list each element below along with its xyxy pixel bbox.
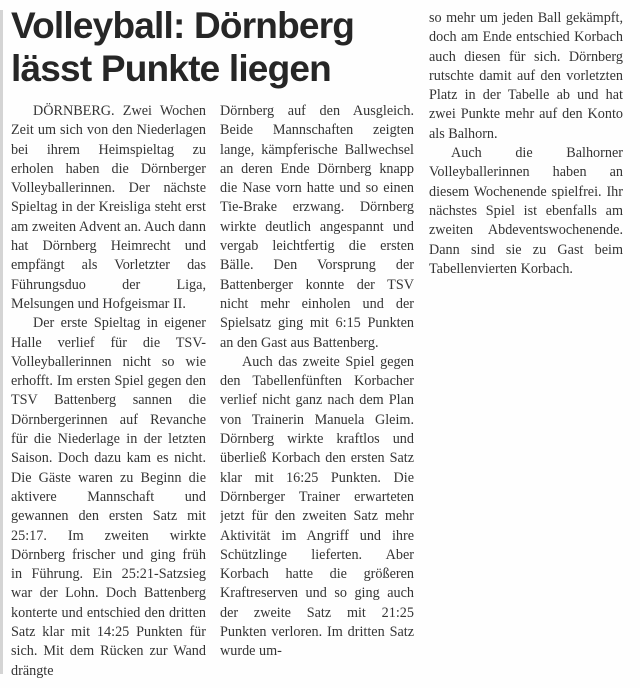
paragraph: Der erste Spieltag in eigener Halle verlief für die TSV-Volleyballerinnen nicht so wie erhofft. Im ersten Spiel gegen den TSV Battenberg sannen die Dörnbergerinnen auf Revanche für die Niederlage in der letzten Saison. Doch dazu kam es nicht. Die Gäste waren zu Beginn die aktivere Mannschaft und gewannen den ersten Satz mit 25:17. Im zweiten wirkte Dörnberg frischer und ging früh in Führung. Ein 25:21-Satzsieg war der Lohn. Doch Battenberg konterte und entschied den dritten Satz klar mit 14:25 Punkten für sich. Mit dem Rücken zur Wand drängte	[11, 315, 206, 679]
text-column-1	[11, 102, 206, 688]
paragraph: Auch die Balhorner Volleyballerinnen haben an diesem Wochenende spielfrei. Ihr nächstes Spiel ist ebenfalls am zweiten Abdeventswochenende. Dann sind sie zu Gast beim Tabellenvierten Korbach.	[429, 145, 623, 277]
paragraph-continuation: Dörnberg auf den Ausgleich. Beide Mannschaften zeigten lange, kämpferische Ballwechsel an deren Ende Dörnberg knapp die Nase vorn hatte und so einen Tie-Brake erzwang. Dörnberg wirkte deutlich angespannt und vergab leichtfertig die ersten Bälle. Den Vorsprung der Battenberger konnte der TSV nicht mehr einholen und der Spielsatz ging mit 6:15 Punkten an den Gast aus Battenberg.	[220, 103, 414, 351]
headline-line-2: lässt Punkte liegen	[11, 48, 331, 89]
text-column-3	[429, 9, 623, 688]
page-edge-strip	[0, 10, 3, 674]
article-headline	[11, 4, 441, 90]
paragraph-continuation: so mehr um jeden Ball gekämpft, doch am Ende entschied Korbach auch diesen für sich. Dörnberg rutschte damit auf den vorletzten Platz in der Tabelle ab und hat zwei Punkte mehr auf den Konto als Balhorn.	[429, 10, 623, 142]
paragraph: Auch das zweite Spiel gegen den Tabellenfünften Korbacher verlief nicht ganz nach dem Plan von Trainerin Manuela Gleim. Dörnberg wirkte kraftlos und überließ Korbach den ersten Satz klar mit 16:25 Punkten. Die Dörnberger Trainer erwarteten jetzt für den zweiten Satz mehr Aktivität im Angriff und ihre Schützlinge lieferten. Aber Korbach hatte die größeren Kraftreserven und so ging auch der zweite Satz mit 21:25 Punkten verloren. Im dritten Satz wurde um-	[220, 353, 414, 660]
text-column-2	[220, 102, 414, 688]
paragraph-lead: DÖRNBERG. Zwei Wochen Zeit um sich von den Niederlagen bei ihrem Heimspieltag zu erholen haben die Dörnberger Volleyballerinnen. Der nächste Spieltag in der Kreisliga steht erst am zweiten Advent an. Auch dann hat Dörnberg Heimrecht und empfängt als Vorletzter das Führungsduo der Liga, Melsungen und Hofgeismar II.	[11, 103, 206, 312]
headline-line-1: Volleyball: Dörnberg	[11, 5, 355, 46]
